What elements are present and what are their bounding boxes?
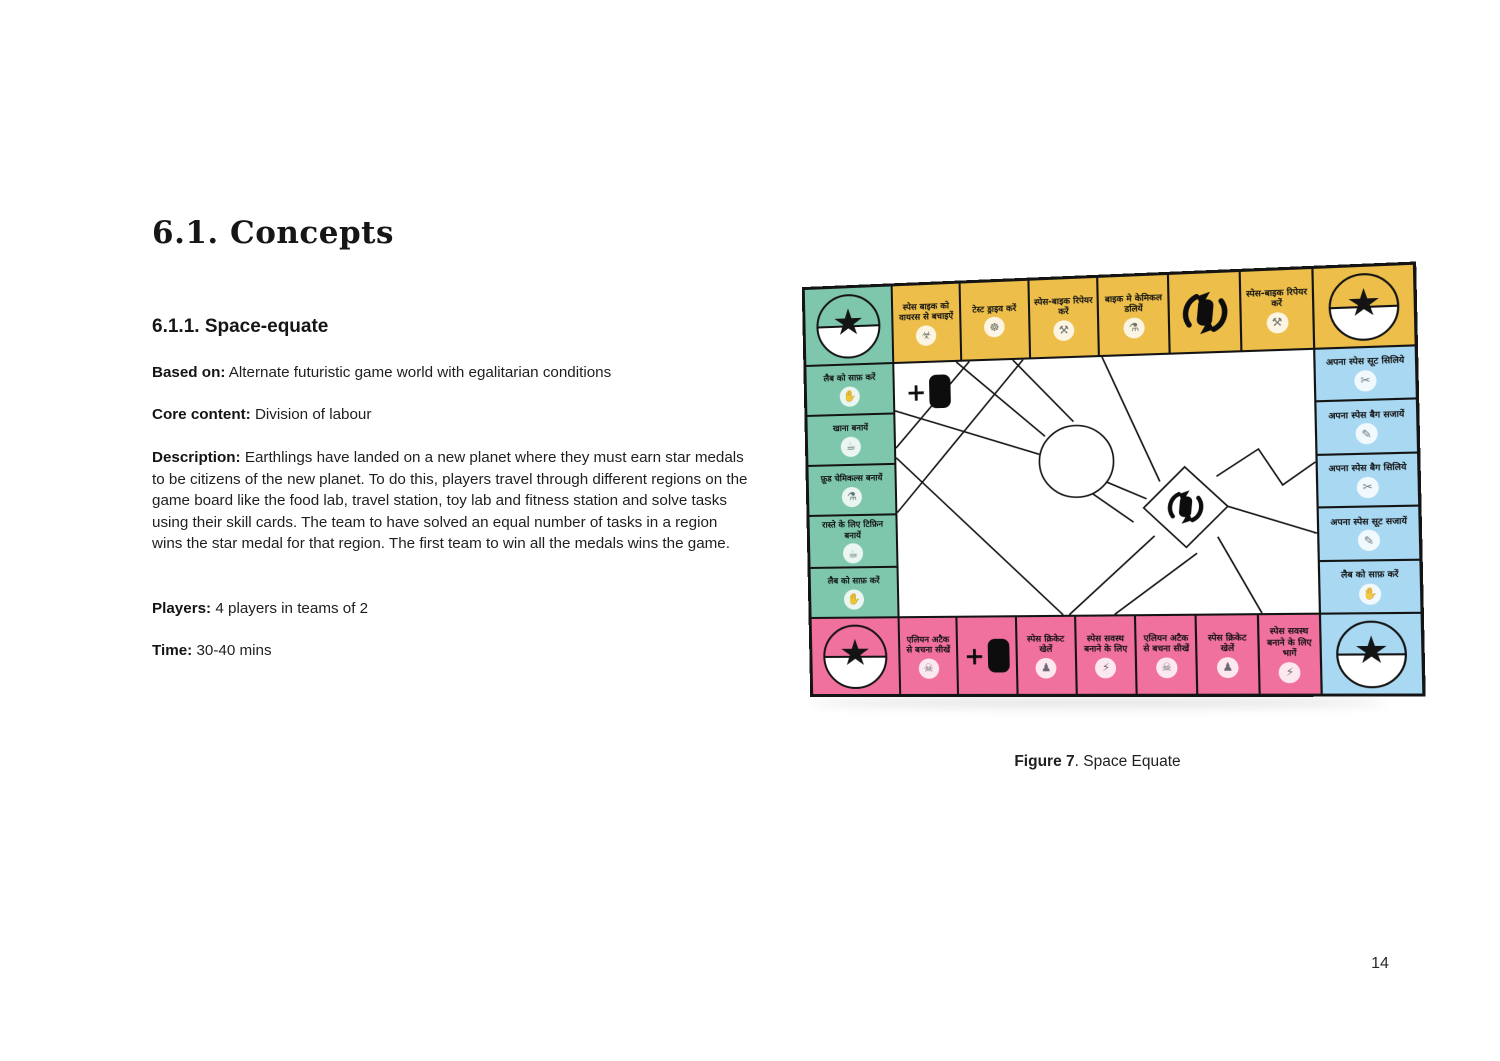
board-shadow [812,697,1387,708]
star-medal-icon: ★ [816,292,881,359]
task-label: अपना स्पेस बैग सिलिये [1328,461,1407,474]
chemical-flask-icon: ⚗ [842,487,862,507]
page-number: 14 [1371,955,1389,972]
task-label: स्पेस क्रिकेट खेलें [1207,631,1247,654]
board-right-column [1314,345,1421,613]
task-cell [1240,268,1314,351]
task-label: रास्ते के लिए टिफ़िन बनायें [821,518,884,540]
task-cell [1314,345,1417,401]
section-title: 6.1. Concepts [152,214,394,251]
core-content-paragraph [152,404,749,426]
draw-card-icon: + [906,374,951,409]
players-text: 4 players in teams of 2 [211,600,369,618]
task-label: खाना बनायें [832,422,869,434]
star-medal-icon: ★ [823,624,888,689]
board-left-column [805,363,898,618]
task-label: स्पेस क्रिकेट खेलें [1026,632,1065,654]
cricket-icon: ♟ [1036,657,1057,678]
virus-mask-icon: ☣ [916,325,937,346]
task-label: स्पेस सवस्थ बनाने के लिए भागें [1266,625,1312,659]
corner-cell-blue [1320,613,1424,695]
time-text: 30-40 mins [192,642,272,660]
task-label: लैब को साफ़ करें [827,575,880,587]
figure-caption-number: Figure 7 [1014,752,1075,770]
pen-icon: ✎ [1358,530,1381,551]
alien-icon: ☠ [918,658,939,678]
core-content-text: Division of labour [250,406,372,424]
task-label: अपना स्पेस सूट सजायें [1330,515,1408,527]
cricket-icon: ♟ [1217,657,1239,678]
task-label: बाइक मे केमिकल डलियें [1104,291,1163,314]
clean-hands-icon: ✋ [1359,583,1382,604]
task-cell [1098,274,1170,356]
task-cell [808,514,897,568]
task-label: एलियन अटैक से बचना सीखें [906,633,951,655]
corner-cell-pink [811,617,901,695]
star-medal-icon: ★ [1328,271,1400,341]
corner-cell-yellow [1312,264,1415,349]
task-cell [1316,452,1419,507]
clean-hands-icon: ✋ [840,386,860,407]
figure-caption [805,753,1390,771]
cooking-bowl-icon: ☕ [841,436,861,457]
cooking-bowl-icon: ☕ [843,543,863,563]
based-on-label: Based on: [152,364,226,382]
task-cell [810,567,899,618]
based-on-text: Alternate futuristic game world with egalitarian conditions [225,364,612,382]
sewing-machine-icon: ✂ [1354,370,1377,392]
runner-icon: ⚡ [1279,662,1301,683]
subsection-title: 6.1.1. Space-equate [152,315,329,337]
task-label: अपना स्पेस बैग सजायें [1328,408,1405,421]
corner-cell-teal [804,285,893,366]
draw-card-icon: + [964,639,1010,673]
pen-icon: ✎ [1355,423,1378,445]
task-cell [1258,614,1322,695]
chemical-flask-icon: ⚗ [1123,317,1145,338]
clean-hands-icon: ✋ [844,589,864,609]
figure-caption-text: . Space Equate [1074,752,1181,770]
task-cell [1196,614,1259,695]
path-lines [894,350,1319,616]
task-label: लैब को साफ़ करें [823,371,876,384]
task-label: स्पेस सवस्थ बनाने के लिए [1084,632,1128,654]
task-label: टेस्ट ड्राइव करें [972,302,1017,315]
task-label: स्पेस-बाइक रिपेयर करें [1245,285,1308,309]
players-label: Players: [152,600,212,618]
wrench-icon: ⚒ [1053,319,1074,340]
sewing-machine-icon: ✂ [1357,476,1380,498]
task-cell [1135,615,1198,695]
description-text: Earthlings have landed on a new planet where they must earn star medals to be citizens of the new planet. To do this, players travel through different regions on the game board like the food lab, travel station, toy lab and fitness station and solve tasks using their skill cards. The team to have solved an equal number of tasks in a region wins the star medal for that region. The first team to win all the medals wins the game. [152,449,748,553]
task-cell [807,464,896,516]
time-paragraph [152,640,749,662]
task-cell [806,413,895,466]
task-label: स्पेस-बाइक रिपेयर करें [1033,294,1093,317]
task-cell [1319,559,1422,613]
task-cell [1015,616,1076,695]
task-label: स्पेस बाइक को वायरस से बचाइऐं [899,299,954,323]
time-label: Time: [152,642,193,660]
star-medal-icon: ★ [1335,620,1407,688]
task-label: अपना स्पेस सूट सिलिये [1325,354,1405,368]
task-cell [1315,399,1418,455]
draw-card-cell [957,616,1017,695]
task-label: फ़ूड चेमिकल्स बनायें [820,472,883,484]
task-cell [805,363,894,416]
figure-board-wrap [802,261,1426,697]
steering-wheel-icon: ☸ [984,317,1005,338]
task-cell [959,280,1029,361]
alien-icon: ☠ [1156,657,1178,678]
wrench-icon: ⚒ [1266,311,1288,333]
task-cell [899,617,959,695]
task-cell [892,283,961,363]
core-content-label: Core content: [152,406,251,424]
board-middle [805,345,1421,618]
description-paragraph [152,447,749,555]
based-on-paragraph [152,362,749,384]
task-cell [1028,277,1099,359]
center-circle [1039,425,1115,498]
task-cell [1075,615,1137,695]
board-bottom-row [811,613,1424,695]
board-interior-paths [893,349,1320,617]
task-label: एलियन अटैक से बचना सीखें [1143,631,1190,654]
space-equate-board [802,261,1426,697]
task-cell [1318,506,1421,561]
swap-cards-icon [1175,283,1234,341]
runner-icon: ⚡ [1095,657,1116,678]
description-label: Description: [152,449,241,467]
task-label: लैब को साफ़ करें [1340,568,1399,580]
swap-cards-cell [1168,271,1241,354]
players-paragraph [152,598,749,620]
